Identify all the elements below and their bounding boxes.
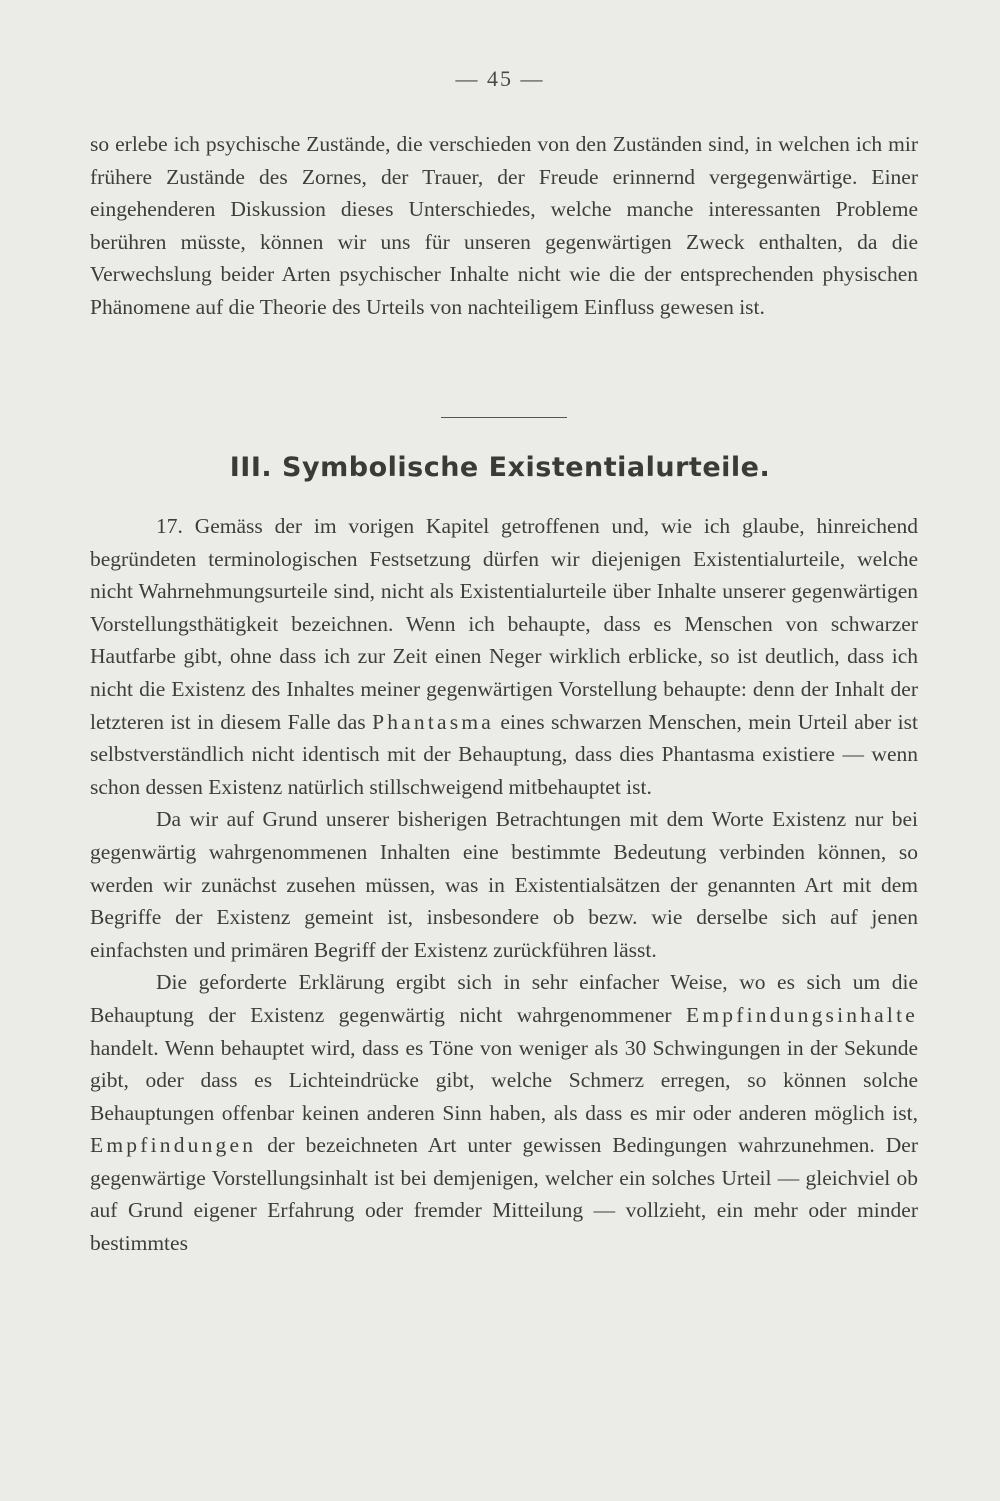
section-heading: III. Symbolische Existentialurteile. xyxy=(229,452,771,483)
paragraph-text-part: Gemäss der im vorigen Kapitel getroffenen und, wie ich glaube, hinreichend begründeten terminologischen Festsetzung dürfen wir diejenigen Existentialurteile, welche nicht Wahrnehmungsurteile sind, nicht als Existentialurteile über Inhalte unserer gegenwärtigen Vorstellungsthätigkeit bezeichnen. Wenn ich behaupte, dass es Menschen von schwarzer Hautfarbe gibt, ohne dass ich zur Zeit einen Neger wirklich erblicke, so ist deutlich, dass ich nicht die Existenz des Inhaltes meiner gegenwärtigen Vorstellung behaupte: denn der Inhalt der letzteren ist in diesem Falle das xyxy=(90,514,918,734)
intro-paragraph: so erlebe ich psychische Zustände, die verschieden von den Zuständen sind, in welchen ich mir frühere Zustände des Zornes, der Trauer, der Freude erinnernd vergegenwärtige. Einer eingehenderen Diskussion dieses Unterschiedes, welche manche interessanten Probleme berühren müsste, können wir uns für unseren gegenwärtigen Zweck enthalten, da die Verwechslung beider Arten psychischer Inhalte nicht wie die der entsprechenden physischen Phänomene auf die Theorie des Urteils von nachteiligem Einfluss gewesen ist. xyxy=(90,132,918,319)
section-body xyxy=(90,510,918,1260)
paragraph-text-part: eines schwarzen Menschen, mein Urteil aber ist selbstverständlich nicht identisch mit der Behauptung, dass dies Phantasma existiere — wenn schon dessen Existenz natürlich stillschweigend mitbehauptet ist. xyxy=(90,709,918,799)
paragraph-number: 17. xyxy=(156,514,183,538)
paragraph-text-part: handelt. Wenn behauptet wird, dass es Töne von weniger als 30 Schwingungen in der Sekunde gibt, oder dass es Lichteindrücke gibt, welche Schmerz erregen, so können solche Behauptungen offenbar keinen anderen Sinn haben, als dass es mir oder anderen möglich ist, xyxy=(90,1035,918,1125)
emphasized-term: Phantasma xyxy=(372,709,495,734)
paragraph-17 xyxy=(90,510,918,803)
emphasized-term: Empfindungen xyxy=(90,1133,257,1158)
emphasized-term: Empfindungsinhalte xyxy=(686,1002,918,1027)
paragraph-explanation xyxy=(90,966,918,1259)
paragraph-existence-meaning: Da wir auf Grund unserer bisherigen Betrachtungen mit dem Worte Existenz nur bei gegenwärtig wahrgenommenen Inhalten eine bestimmte Bedeutung verbinden können, so werden wir zunächst zusehen müssen, was in Existentialsätzen der genannten Art mit dem Begriffe der Existenz gemeint ist, insbesondere ob bezw. wie derselbe sich auf jenen einfachsten und primären Begriff der Existenz zurückführen lässt. xyxy=(90,807,918,962)
paragraph-text-part: Die geforderte Erklärung ergibt sich in sehr einfacher Weise, wo es sich um die Behauptung der Existenz gegenwärtig nicht wahrgenommener xyxy=(90,970,918,1027)
paragraph-text-part: der bezeichneten Art unter gewissen Bedingungen wahrzunehmen. Der gegenwärtige Vorstellungsinhalt ist bei demjenigen, welcher ein solches Urteil — gleichviel ob auf Grund eigener Erfahrung oder fremder Mitteilung — vollzieht, ein mehr oder minder bestimmtes xyxy=(90,1133,918,1256)
page-number: — 45 — xyxy=(455,66,545,91)
section-divider-rule xyxy=(441,417,567,418)
